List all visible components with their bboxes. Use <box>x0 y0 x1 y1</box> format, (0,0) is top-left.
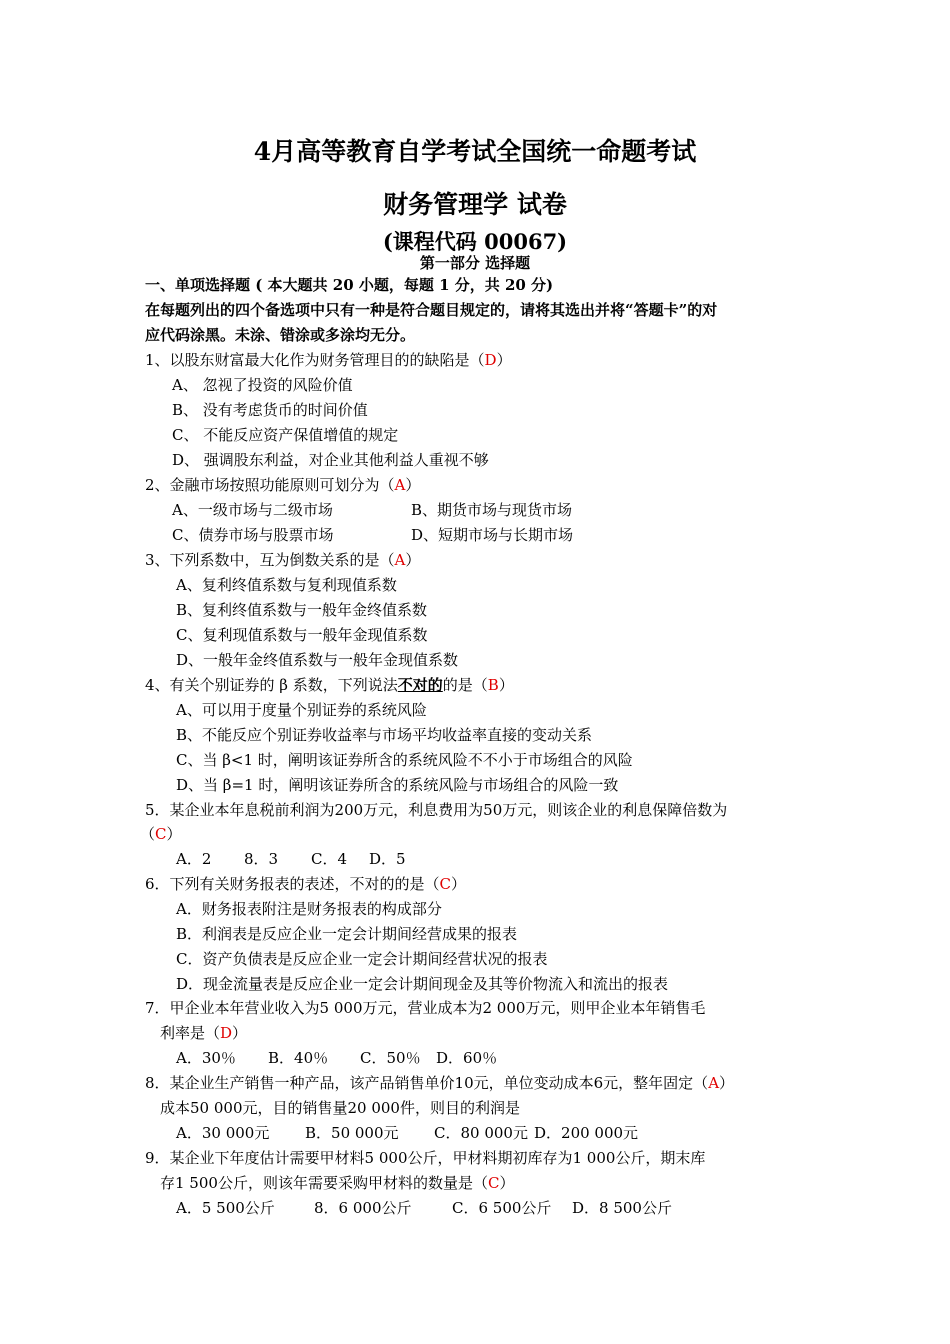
question-close: ） <box>496 351 512 369</box>
option-c: C、 不能反应资产保值增值的规定 <box>172 426 399 444</box>
question-text: 利率是（ <box>160 1024 221 1042</box>
question-3 <box>145 549 420 571</box>
option-b: B、复利终值系数与一般年金终值系数 <box>176 601 428 619</box>
option-d: D、短期市场与长期市场 <box>411 526 574 544</box>
question-close: ） <box>166 825 182 843</box>
answer-mark: C <box>439 875 452 893</box>
option-d: D．现金流量表是反应企业一定会计期间现金及其等价物流入和流出的报表 <box>176 975 669 993</box>
option-c: C．资产负债表是反应企业一定会计期间经营状况的报表 <box>176 950 548 968</box>
answer-mark: D <box>220 1024 233 1042</box>
question-close: ） <box>451 875 467 893</box>
option-c: C、债券市场与股票市场 <box>172 526 334 544</box>
question-close: ） <box>499 1174 515 1192</box>
question-1 <box>145 349 512 371</box>
option-c: C、当 β<1 时，阐明该证券所含的系统风险不不小于市场组合的风险 <box>176 751 633 769</box>
question-5: 5．某企业本年息税前利润为200万元，利息费用为50万元，则该企业的利息保障倍数为 <box>145 801 728 819</box>
option-b: 8．6 000公斤 <box>314 1199 412 1217</box>
course-code: (课程代码 00067) <box>382 229 568 254</box>
section-heading: 一、单项选择题 ( 本大题共 20 小题，每题 1 分，共 20 分) <box>145 276 554 294</box>
question-text: 4、有关个别证券的 β 系数，下列说法 <box>145 676 398 694</box>
option-b: B、 没有考虑货币的时间价值 <box>172 401 368 419</box>
option-c: C、复利现值系数与一般年金现值系数 <box>176 626 428 644</box>
option-a: A．5 500公斤 <box>176 1199 275 1217</box>
question-close: ） <box>719 1074 735 1092</box>
question-6 <box>145 873 466 895</box>
option-c: C．6 500公斤 <box>452 1199 552 1217</box>
question-8 <box>145 1072 734 1094</box>
option-a: A、复利终值系数与复利现值系数 <box>176 576 397 594</box>
section-instruction-line1: 在每题列出的四个备选项中只有一种是符合题目规定的，请将其选出并将“答题卡”的对 <box>145 301 718 319</box>
option-d: D、 强调股东利益，对企业其他利益人重视不够 <box>172 451 489 469</box>
question-text: 1、以股东财富最大化作为财务管理目的的缺陷是（ <box>145 351 485 369</box>
answer-mark: A <box>394 476 406 494</box>
question-close: ） <box>498 676 514 694</box>
part-heading: 第一部分 选择题 <box>419 254 531 272</box>
question-7-line2 <box>160 1022 247 1044</box>
option-a: A．30 000元 <box>176 1124 270 1142</box>
option-a: A．30％ <box>176 1049 236 1067</box>
option-d: D．200 000元 <box>534 1124 639 1142</box>
option-d: D、当 β=1 时，阐明该证券所含的系统风险与市场组合的风险一致 <box>176 776 619 794</box>
question-close: ） <box>405 476 421 494</box>
question-text: 8．某企业生产销售一种产品，该产品销售单价10元，单位变动成本6元，整年固定（ <box>145 1074 709 1092</box>
section-instruction-line2: 应代码涂黑。未涂、错涂或多涂均无分。 <box>145 326 416 344</box>
question-close: ） <box>232 1024 248 1042</box>
option-c: C．4 <box>311 850 348 868</box>
question-close: ） <box>405 551 421 569</box>
option-a: A、 忽视了投资的风险价值 <box>172 376 353 394</box>
emphasis-underline: 不对的 <box>397 676 443 694</box>
answer-mark: C <box>487 1174 500 1192</box>
option-b: B．40％ <box>268 1049 329 1067</box>
question-9: 9．某企业下年度估计需要甲材料5 000公斤，甲材料期初库存为1 000公斤，期末库 <box>145 1149 706 1167</box>
option-b: B．50 000元 <box>305 1124 399 1142</box>
option-a: A、一级市场与二级市场 <box>172 501 333 519</box>
option-c: C．50％ <box>360 1049 421 1067</box>
answer-mark: B <box>487 676 499 694</box>
option-b: B、期货市场与现货市场 <box>411 501 573 519</box>
option-b: B．利润表是反应企业一定会计期间经营成果的报表 <box>176 925 518 943</box>
question-8-line2: 成本50 000元，目的销售量20 000件，则目的利润是 <box>160 1099 520 1117</box>
option-d: D．8 500公斤 <box>572 1199 672 1217</box>
option-c: C．80 000元 <box>434 1124 528 1142</box>
exam-title: 4月高等教育自学考试全国统一命题考试 <box>253 137 697 166</box>
answer-mark: A <box>708 1074 720 1092</box>
option-d: D．60％ <box>436 1049 498 1067</box>
answer-mark: D <box>484 351 497 369</box>
answer-mark: C <box>155 825 167 843</box>
option-b: 8．3 <box>244 850 279 868</box>
option-d: D、一般年金终值系数与一般年金现值系数 <box>176 651 459 669</box>
option-d: D．5 <box>369 850 406 868</box>
question-text: 3、下列系数中，互为倒数关系的是（ <box>145 551 395 569</box>
question-text: 存1 500公斤，则该年需要采购甲材料的数量是（ <box>160 1174 488 1192</box>
answer-mark: A <box>394 551 406 569</box>
option-a: A、可以用于度量个别证券的系统风险 <box>176 701 427 719</box>
question-text: 6．下列有关财务报表的表述，不对的的是（ <box>145 875 440 893</box>
option-b: B、不能反应个别证券收益率与市场平均收益率直接的变动关系 <box>176 726 593 744</box>
question-text: 2、金融市场按照功能原则可划分为（ <box>145 476 395 494</box>
option-a: A．2 <box>176 850 212 868</box>
question-text: （ <box>140 825 156 843</box>
question-7: 7．甲企业本年营业收入为5 000万元，营业成本为2 000万元，则甲企业本年销售毛 <box>145 999 706 1017</box>
question-5-line2 <box>140 823 182 845</box>
question-text-tail: 的是（ <box>442 676 488 694</box>
question-2 <box>145 474 420 496</box>
question-4 <box>145 674 514 696</box>
option-a: A．财务报表附注是财务报表的构成部分 <box>176 900 442 918</box>
question-9-line2 <box>160 1172 514 1194</box>
exam-subtitle: 财务管理学 试卷 <box>383 190 567 219</box>
